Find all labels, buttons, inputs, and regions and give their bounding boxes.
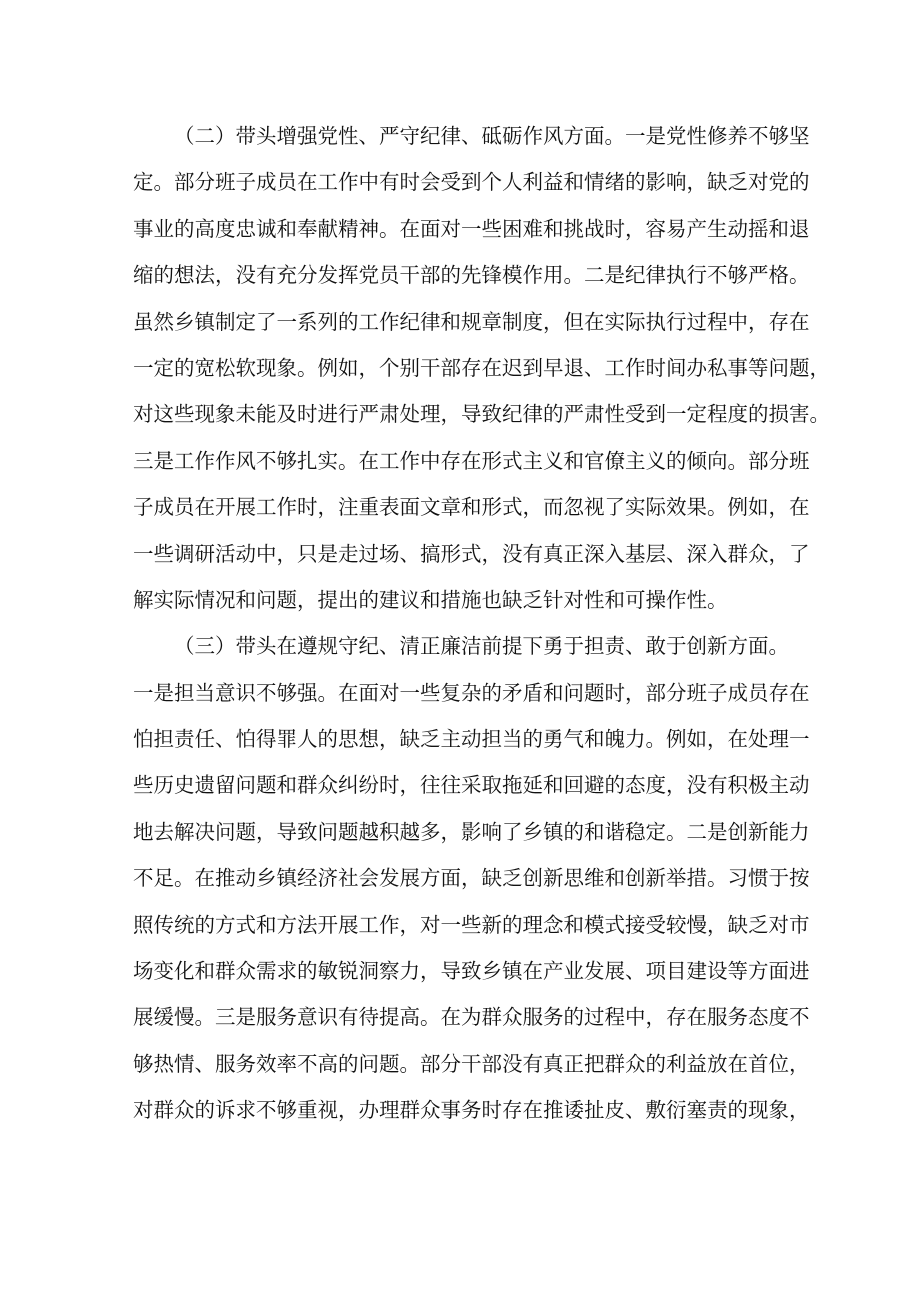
text-line: 一是担当意识不够强。在面对一些复杂的矛盾和问题时，部分班子成员存在 bbox=[133, 680, 810, 705]
text-line: 一些调研活动中，只是走过场、搞形式，没有真正深入基层、深入群众，了 bbox=[133, 541, 810, 566]
text-line: 一定的宽松软现象。例如，个别干部存在迟到早退、工作时间办私事等问题， bbox=[133, 355, 830, 380]
text-line: （二）带头增强党性、严守纪律、砥砺作风方面。一是党性修养不够坚 bbox=[174, 124, 810, 148]
text-line: 不足。在推动乡镇经济社会发展方面，缺乏创新思维和创新举措。习惯于按 bbox=[133, 866, 810, 891]
text-line: （三）带头在遵规守纪、清正廉洁前提下勇于担责、敢于创新方面。 bbox=[174, 634, 789, 659]
paragraph-responsibility-innovation bbox=[133, 623, 810, 1133]
text-line: 虽然乡镇制定了一系列的工作纪律和规章制度，但在实际执行过程中，存在 bbox=[133, 309, 810, 334]
document-body bbox=[133, 113, 830, 1134]
text-line: 解实际情况和问题，提出的建议和措施也缺乏针对性和可操作性。 bbox=[133, 587, 728, 612]
text-line: 照传统的方式和方法开展工作，对一些新的理念和模式接受较慢，缺乏对市 bbox=[133, 912, 810, 937]
text-line: 缩的想法，没有充分发挥党员干部的先锋模作用。二是纪律执行不够严格。 bbox=[133, 263, 810, 288]
text-line: 对这些现象未能及时进行严肃处理，导致纪律的严肃性受到一定程度的损害。 bbox=[133, 402, 830, 427]
paragraph-party-discipline bbox=[133, 113, 830, 623]
text-line: 场变化和群众需求的敏锐洞察力，导致乡镇在产业发展、项目建设等方面进 bbox=[133, 959, 810, 984]
text-line: 三是工作作风不够扎实。在工作中存在形式主义和官僚主义的倾向。部分班 bbox=[133, 448, 810, 473]
text-line: 定。部分班子成员在工作中有时会受到个人利益和情绪的影响，缺乏对党的 bbox=[133, 170, 810, 195]
text-line: 怕担责任、怕得罪人的思想，缺乏主动担当的勇气和魄力。例如，在处理一 bbox=[133, 727, 810, 752]
text-line: 对群众的诉求不够重视，办理群众事务时存在推诿扯皮、敷衍塞责的现象， bbox=[133, 1098, 810, 1123]
text-line: 展缓慢。三是服务意识有待提高。在为群众服务的过程中，存在服务态度不 bbox=[133, 1005, 810, 1030]
text-line: 些历史遗留问题和群众纠纷时，往往采取拖延和回避的态度，没有积极主动 bbox=[133, 773, 810, 798]
text-line: 子成员在开展工作时，注重表面文章和形式，而忽视了实际效果。例如，在 bbox=[133, 495, 810, 520]
text-line: 事业的高度忠诚和奉献精神。在面对一些困难和挑战时，容易产生动摇和退 bbox=[133, 216, 810, 241]
text-line: 够热情、服务效率不高的问题。部分干部没有真正把群众的利益放在首位， bbox=[133, 1051, 810, 1076]
text-line: 地去解决问题，导致问题越积越多，影响了乡镇的和谐稳定。二是创新能力 bbox=[133, 819, 810, 844]
